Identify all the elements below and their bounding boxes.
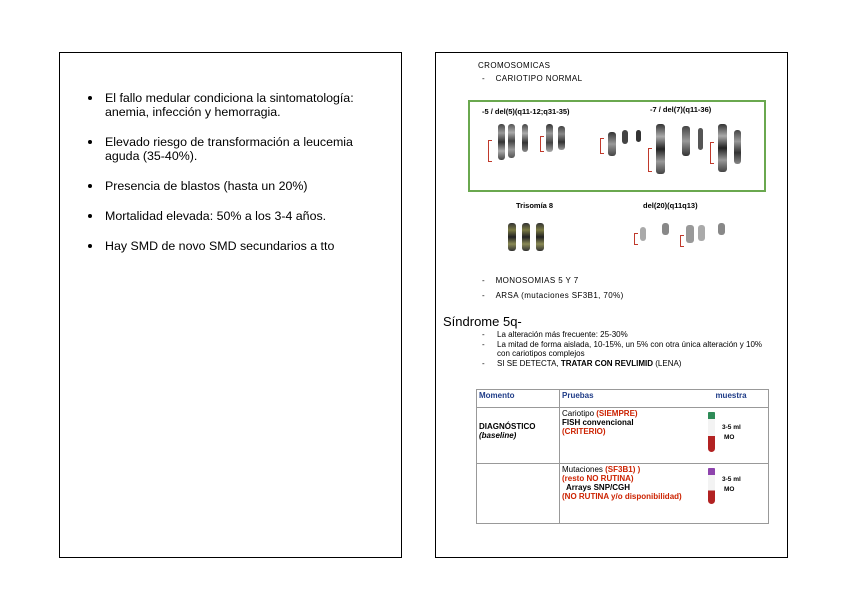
karyotype-box bbox=[468, 100, 766, 192]
header-pruebas: Pruebas bbox=[560, 390, 695, 408]
header-momento: Momento bbox=[477, 390, 560, 408]
bullet-item: Presencia de blastos (hasta un 20%) bbox=[86, 179, 386, 193]
pruebas-cell: Mutaciones (SF3B1) ) (resto NO RUTINA) Arrays SNP/CGH (NO RUTINA y/o disponibilidad) bbox=[560, 464, 695, 524]
monosomias-item: - MONOSOMIAS 5 Y 7 bbox=[482, 276, 579, 285]
bullet-item: Mortalidad elevada: 50% a los 3-4 años. bbox=[86, 209, 386, 223]
sindrome-item: - SI SE DETECTA, TRATAR CON REVLIMID (LENA) bbox=[482, 359, 772, 369]
sindrome-list bbox=[482, 330, 772, 368]
table-row bbox=[477, 408, 769, 464]
cariotipo-item: - CARIOTIPO NORMAL bbox=[482, 74, 583, 83]
pruebas-table bbox=[476, 389, 769, 524]
arsa-item: - ARSA (mutaciones SF3B1, 70%) bbox=[482, 291, 624, 300]
muestra-cell: 3-5 ml MO bbox=[694, 464, 769, 524]
muestra-cell: 3-5 ml MO bbox=[694, 408, 769, 464]
right-slide bbox=[435, 52, 788, 558]
pruebas-cell: Cariotipo (SIEMPRE) FISH convencional (CRITERIO) bbox=[560, 408, 695, 464]
table-row bbox=[477, 464, 769, 524]
cromosomicas-heading: CROMOSOMICAS bbox=[478, 61, 551, 70]
header-muestra: muestra bbox=[694, 390, 769, 408]
sindrome-item: - La mitad de forma aislada, 10-15%, un 5% con otra única alteración y 10% con cariotipos complejos bbox=[482, 340, 772, 359]
sindrome-title: Síndrome 5q- bbox=[443, 314, 522, 329]
purple-tube-icon bbox=[708, 468, 715, 504]
momento-cell: DIAGNÓSTICO (baseline) bbox=[477, 408, 560, 464]
bullet-item: Hay SMD de novo SMD secundarios a tto bbox=[86, 239, 386, 253]
bullet-list bbox=[86, 91, 386, 269]
bullet-item: Elevado riesgo de transformación a leucemia aguda (35-40%). bbox=[86, 135, 386, 163]
del20-label: del(20)(q11q13) bbox=[643, 201, 698, 210]
sindrome-item: - La alteración más frecuente: 25-30% bbox=[482, 330, 772, 340]
del5-label: -5 / del(5)(q11-12;q31-35) bbox=[482, 107, 570, 116]
momento-cell-empty bbox=[477, 464, 560, 524]
del7-label: -7 / del(7)(q11-36) bbox=[650, 105, 712, 114]
bullet-item: El fallo medular condiciona la sintomatología: anemia, infección y hemorragia. bbox=[86, 91, 386, 119]
table-header-row bbox=[477, 390, 769, 408]
green-tube-icon bbox=[708, 412, 715, 452]
trisomia-label: Trisomía 8 bbox=[516, 201, 554, 210]
left-slide bbox=[59, 52, 402, 558]
